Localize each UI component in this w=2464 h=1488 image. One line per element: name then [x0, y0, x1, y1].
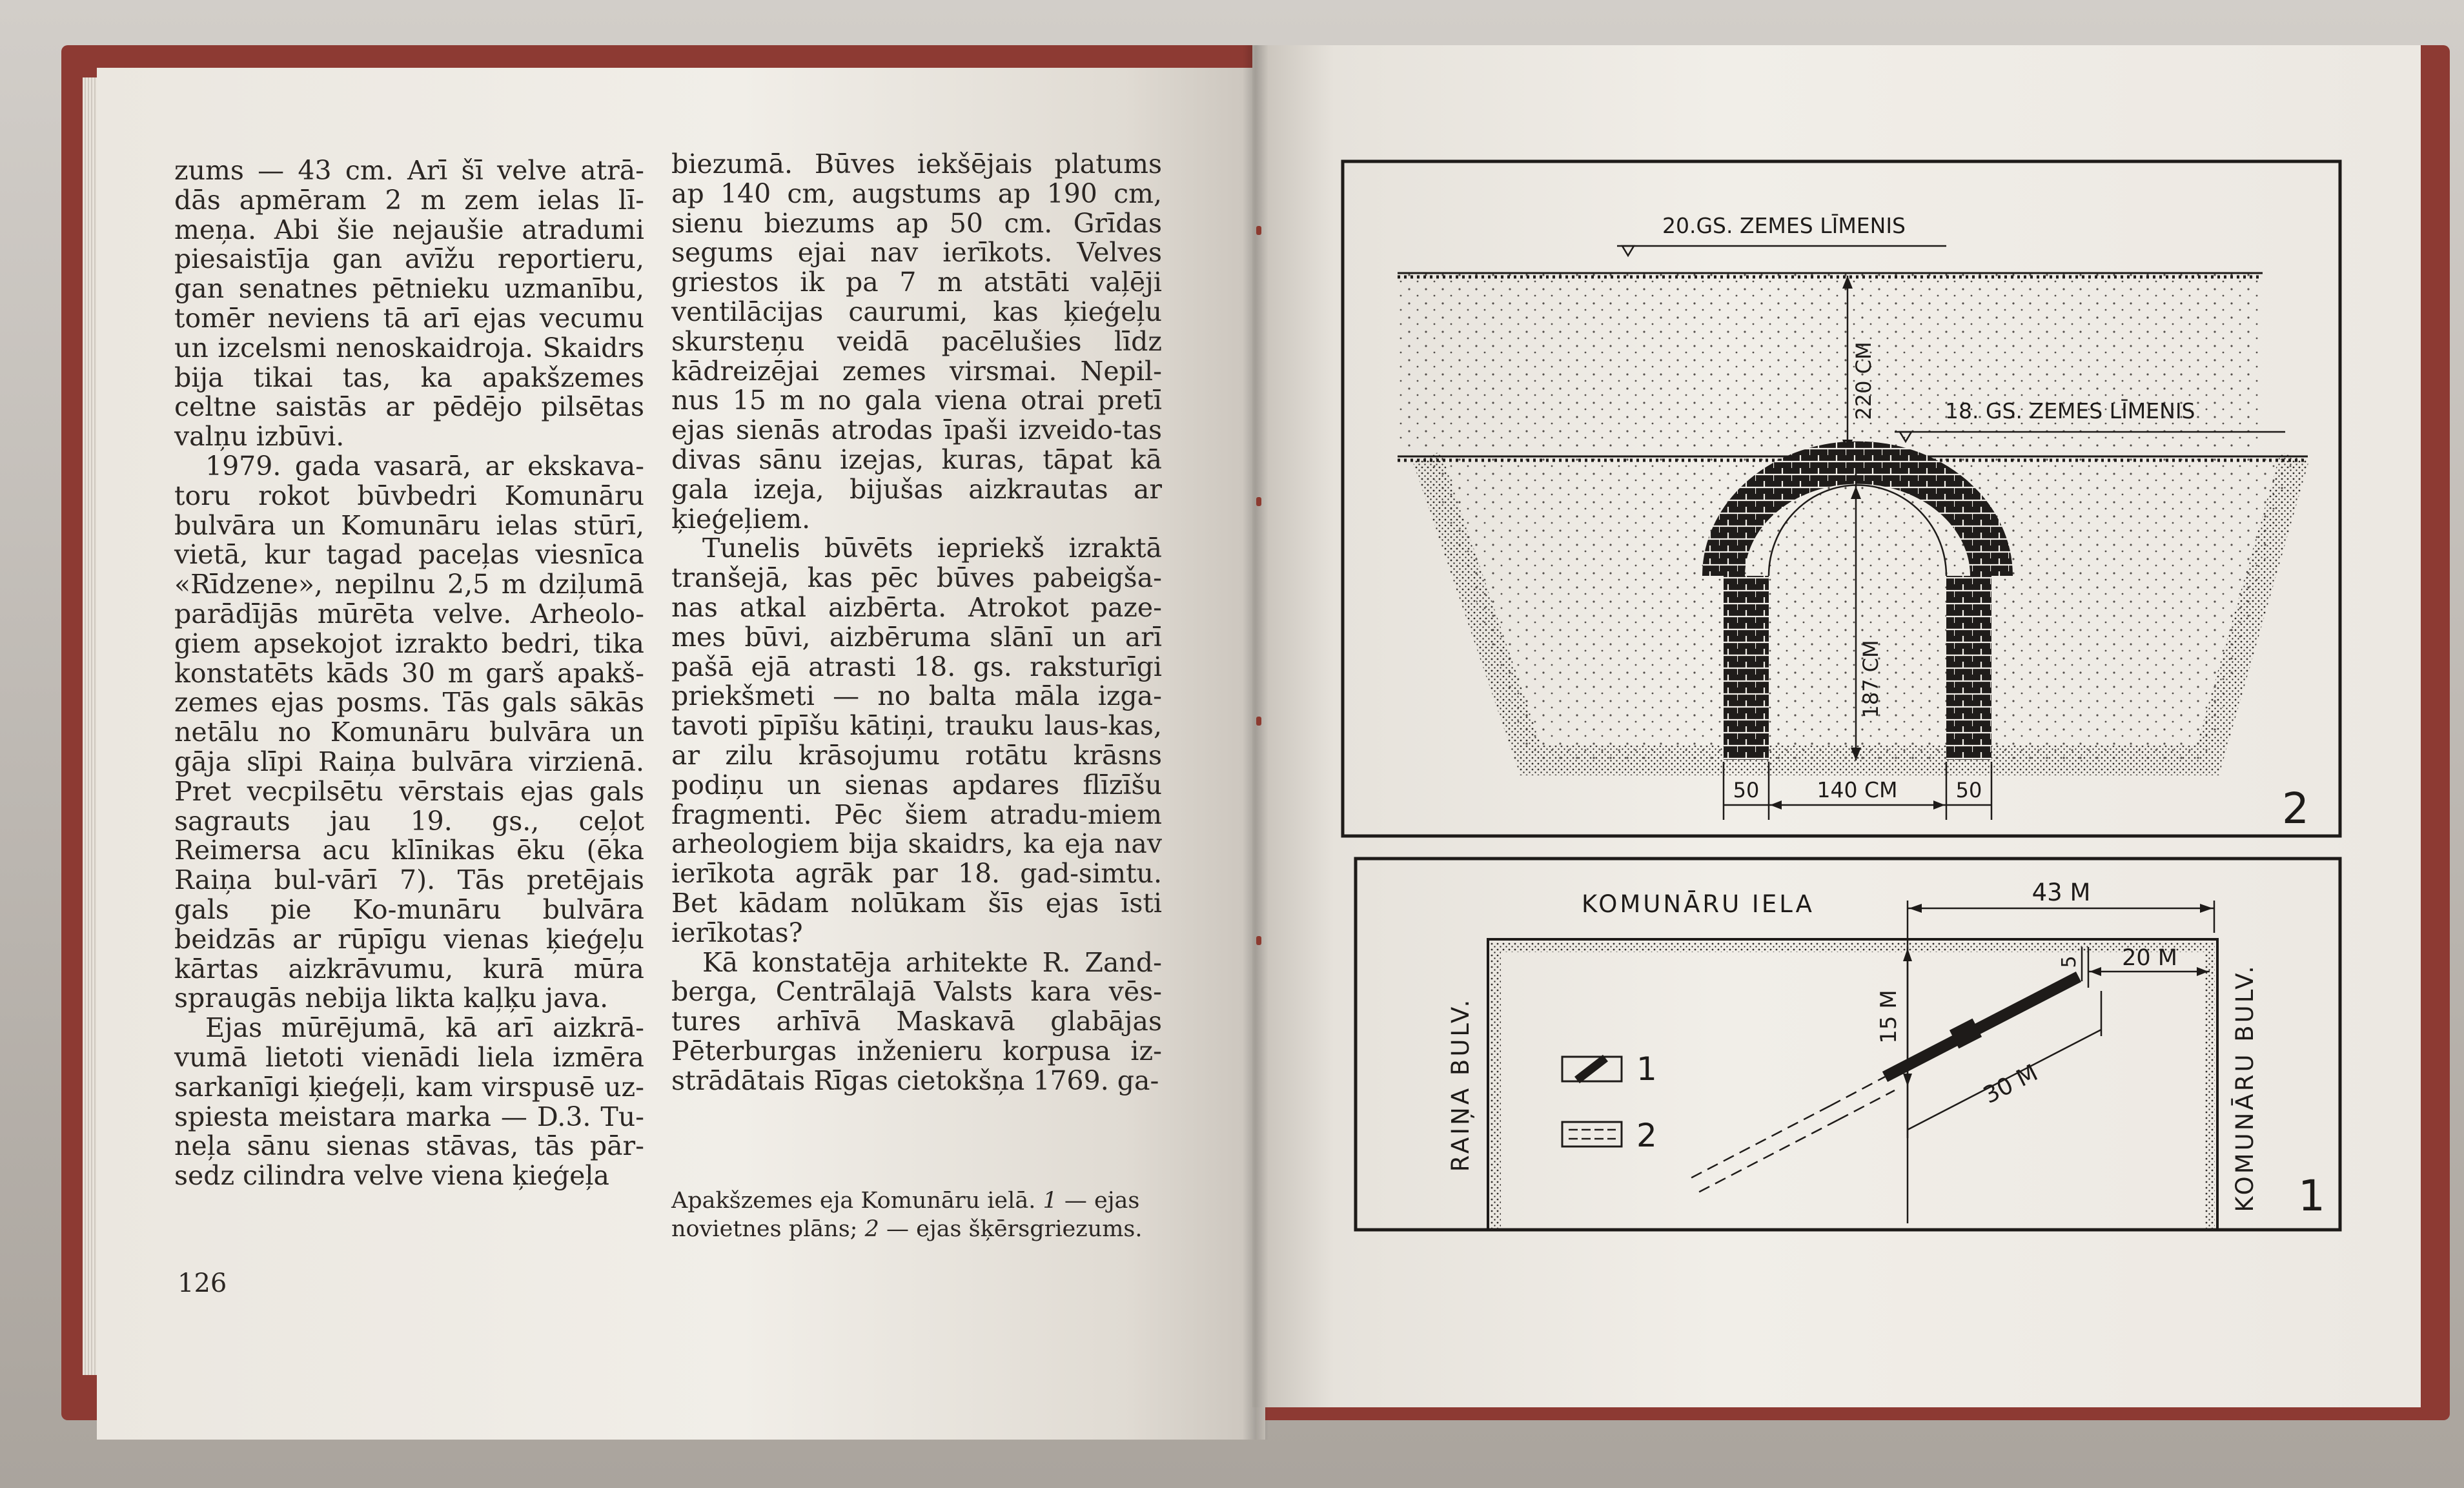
binding-thread: [1256, 226, 1261, 235]
plan-panel-number: 1: [2298, 1171, 2325, 1221]
text-column-2: [671, 150, 1162, 1096]
section-panel-number: 2: [2282, 784, 2309, 833]
tunnel-figure: [1339, 158, 2343, 1233]
paragraph: Kā konstatēja arhitekte R. Zand-berga, Centrālajā Valsts kara vēs-tures arhīvā Maskavā glabājas Pēterburgas inženieru korpusa iz-strādātais Rīgas cietokšņa 1769. ga-: [671, 946, 1162, 1096]
book-gutter: [1243, 45, 1268, 1440]
plan-frame: [1356, 859, 2340, 1230]
label-wall-left: 50: [1733, 778, 1760, 802]
tunnel-destroyed-b: [1696, 1120, 1838, 1194]
caption-prefix: Apakšzemes eja Komunāru ielā.: [671, 1188, 1043, 1214]
binding-thread: [1256, 717, 1261, 726]
label-raina-bulv: RAIŅA BULV.: [1447, 997, 1474, 1172]
block-outline: [1488, 939, 2217, 1230]
label-komunaru-bulv: KOMUNĀRU BULV.: [2231, 963, 2259, 1212]
label-18th-level: 18. GS. ZEMES LĪMENIS: [1945, 398, 2195, 423]
level-marker-20th: [1622, 246, 1634, 256]
label-height: 187 CM: [1858, 640, 1883, 719]
tunnel-wall-left: [1724, 576, 1769, 760]
page-number: 126: [178, 1269, 227, 1298]
paragraph: zums — 43 cm. Arī šī velve atrā-dās apmēram 2 m zem ielas lī-meņa. Abi šie nejaušie atradumi piesaistīja gan avīžu reportieru, gan senatnes pētnieku uzmanību, tomēr neviens tā arī ejas vecumu un izcelsmi nenoskaidroja. Skaidrs bija tikai tas, ka apakšzemes celtne saistās ar pēdējo pilsētas valņu izbūvi.: [174, 155, 644, 453]
label-dim-43: 43 M: [2031, 879, 2091, 906]
label-dim-20: 20 M: [2122, 945, 2177, 971]
caption-ref-1: 1: [1043, 1188, 1057, 1214]
figure-caption: [671, 1187, 1188, 1243]
caption-suffix: — ejas šķērsgriezums.: [879, 1216, 1143, 1242]
tunnel-destroyed-a: [1688, 1106, 1830, 1179]
label-depth: 220 CM: [1851, 341, 1876, 420]
tunnel-wall-right: [1946, 576, 1991, 760]
paragraph: Ejas mūrējumā, kā arī aizkrā-vumā lietoti vienādi liela izmēra sarkanīgi ķieģeļi, kam virspusē uz-spiesta meistara marka — D.3. Tu-neļa sānu sienas stāvas, tās pār-sedz cilindra velve viena ķieģeļa: [174, 1012, 644, 1192]
caption-ref-2: 2: [864, 1216, 879, 1242]
section-panel: [1343, 161, 2340, 836]
binding-thread: [1256, 497, 1261, 506]
label-inner-width: 140 CM: [1817, 777, 1898, 802]
binding-thread: [1256, 936, 1261, 945]
caption-mid: — ejas novietnes plāns;: [671, 1188, 1140, 1242]
paragraph: biezumā. Būves iekšējais platums ap 140 cm, augstums ap 190 cm, sienu biezums ap 50 cm. Grīdas segums ejai nav ierīkots. Velves griestos ik pa 7 m atstāti vaļēji ventilācijas caurumi, kas ķieģeļu skursteņu veidā pacēlušies līdz kādreizējai zemes virsmai. Nepil-nus 15 m no gala viena otrai pretī ejas sienās atrodas īpaši izveido-tas divas sānu izejas, kuras, tāpat kā gala izeja, bijušas aizkrautas ar ķieģeļiem.: [671, 148, 1162, 535]
label-20th-level: 20.GS. ZEMES LĪMENIS: [1662, 213, 1906, 238]
tunnel-plan: [1885, 977, 2079, 1077]
legend-label-1: 1: [1636, 1050, 1657, 1088]
paragraph: 1979. gada vasarā, ar ekskava-toru rokot būvbedri Komunāru bulvāra un Komunāru ielas stūrī, vietā, kur tagad paceļas viesnīca «Rīdzene», nepilnu 2,5 m dziļumā parādījās mūrēta velve. Arheolo-giem apsekojot izrakto bedri, tika konstatēts kāds 30 m garš apakš-zemes ejas posms. Tās gals sākās netālu no Komunāru bulvāra un gāja slīpi Raiņa bulvāra virzienā. Pret vecpilsētu vērstais ejas gals sagrauts jau 19. gs., ceļot Reimersa acu klīnikas ēku (ēka Raiņa bul-vārī 7). Tās pretējais gals pie Ko-munāru bulvāra beidzās ar rūpīgu vienas ķieģeļu kārtas aizkrāvumu, kurā mūra spraugās nebija likta kaļķu java.: [174, 450, 644, 1014]
label-dim-30: 30 M: [1979, 1059, 2042, 1110]
label-dim-5: 5: [2058, 955, 2081, 968]
label-komunaru-iela: KOMUNĀRU IELA: [1582, 890, 1815, 918]
block-edge-hatch: [1496, 947, 2210, 1230]
text-column-1: [174, 156, 644, 1191]
paragraph: Tunelis būvēts iepriekš izraktā tranšejā, kas pēc būves pabeigša-nas atkal aizbērta. Atrokot paze-mes būvi, aizbēruma slānī un arī pašā ejā atrasti 18. gs. raksturīgi priekšmeti — no balta māla izga-tavoti pīpīšu kātiņi, trauku laus-kas, ar zilu krāsojumu rotātu krāsns podiņu un sienas apdares flīzīšu fragmenti. Pēc šiem atradu-miem arheologiem bija skaidrs, ka eja nav ierīkota agrāk par 18. gad-simtu. Bet kādam nolūkam šīs ejas īsti ierīkotas?: [671, 533, 1162, 948]
legend-label-2: 2: [1636, 1117, 1657, 1154]
label-wall-right: 50: [1955, 778, 1982, 802]
label-dim-15: 15 M: [1876, 990, 1902, 1044]
legend-symbol-2: [1562, 1122, 1622, 1147]
plan-panel: [1356, 859, 2340, 1230]
